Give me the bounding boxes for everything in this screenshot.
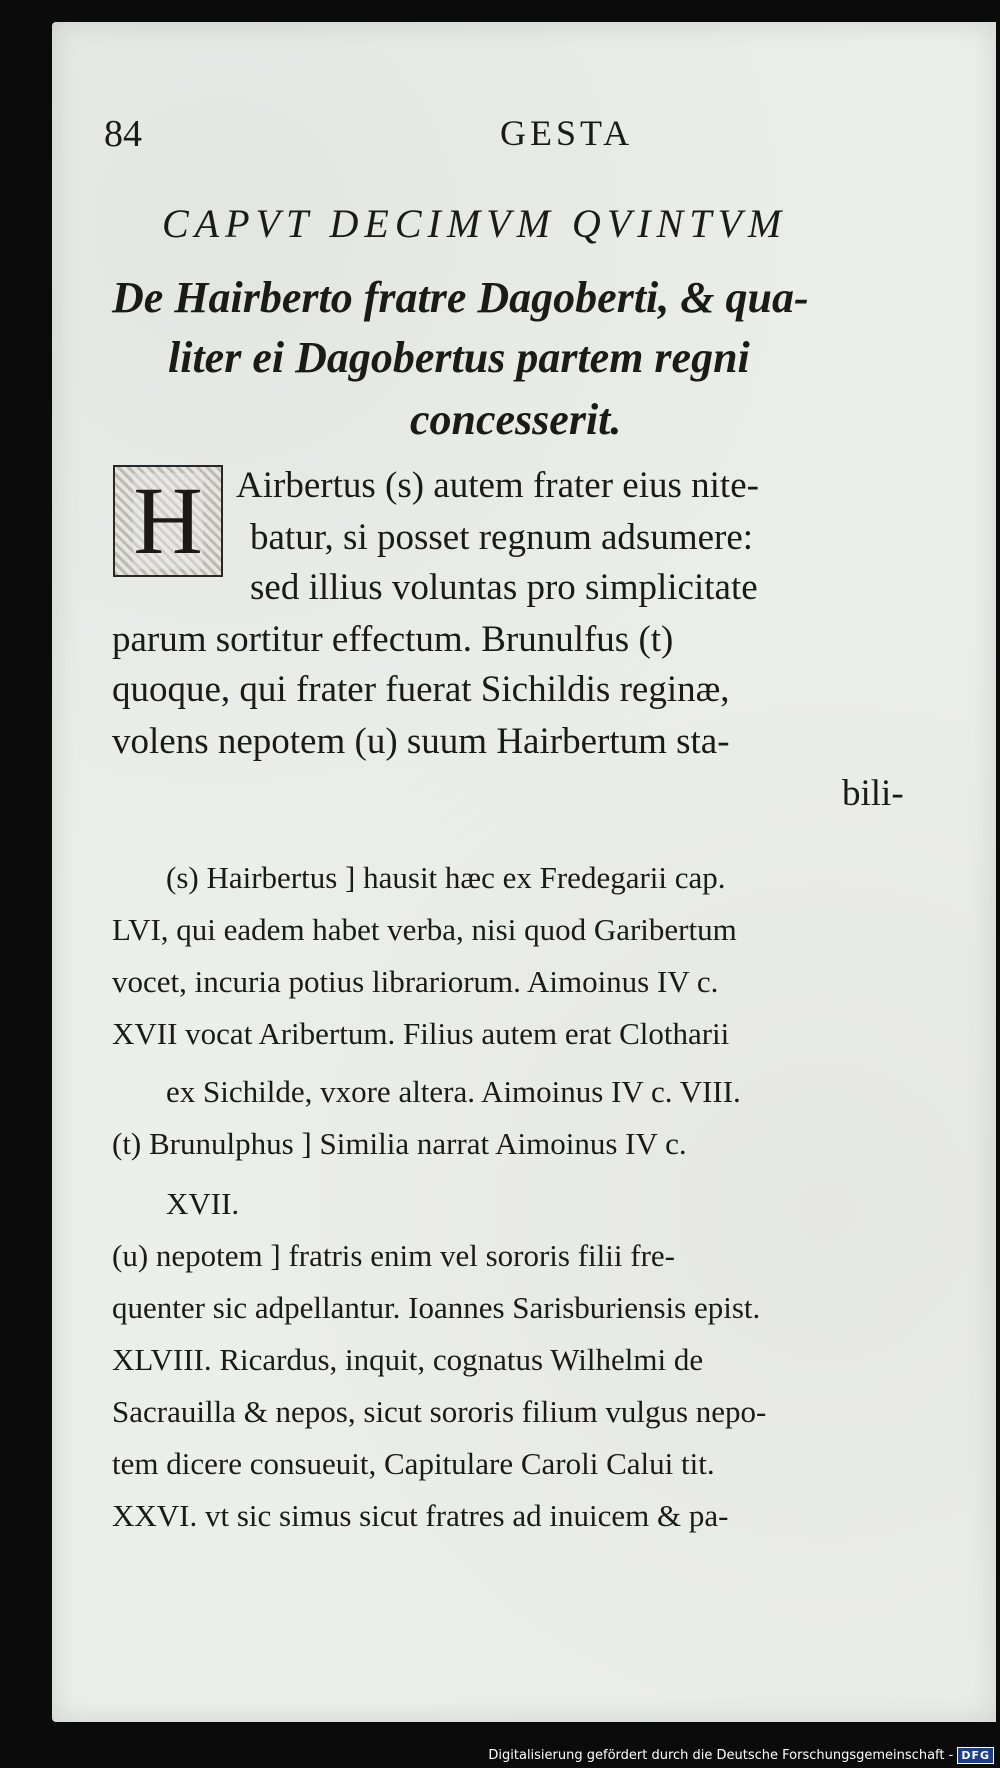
chapter-title: CAPVT DECIMVM QVINTVM — [162, 201, 788, 246]
body-line: batur, si posset regnum adsumere: — [250, 517, 754, 558]
body-line: parum sortitur effectum. Brunulfus (t) — [112, 619, 674, 660]
footnote-line: quenter sic adpellantur. Ioannes Sarisburiensis epist. — [112, 1290, 761, 1325]
footnote-line: (t) Brunulphus ] Similia narrat Aimoinus IV c. — [112, 1126, 687, 1161]
running-head: GESTA — [500, 113, 634, 153]
footnote-line: LVI, qui eadem habet verba, nisi quod Garibertum — [112, 912, 737, 947]
drop-cap-letter: H — [133, 467, 203, 574]
footnote-line: XVII vocat Aribertum. Filius autem erat Clotharii — [112, 1016, 730, 1051]
footnote-line: XLVIII. Ricardus, inquit, cognatus Wilhelmi de — [112, 1342, 704, 1377]
footnote-line: Sacrauilla & nepos, sicut sororis filium vulgus nepo- — [112, 1394, 767, 1429]
body-line: Airbertus (s) autem frater eius nite- — [236, 465, 759, 506]
footnote-line: (s) Hairbertus ] hausit hæc ex Fredegarii cap. — [166, 860, 726, 895]
footnote-line: vocet, incuria potius librariorum. Aimoinus IV c. — [112, 964, 719, 999]
footnote-line: ex Sichilde, vxore altera. Aimoinus IV c. VIII. — [166, 1074, 741, 1109]
footer-text: Digitalisierung gefördert durch die Deutsche Forschungsgemeinschaft - — [488, 1748, 954, 1763]
drop-cap-initial — [113, 465, 223, 577]
dfg-logo: DFG — [957, 1747, 994, 1764]
footnote-line: XVII. — [166, 1186, 240, 1221]
footnote-line: XXVI. vt sic simus sicut fratres ad inuicem & pa- — [112, 1498, 729, 1533]
catchword: bili- — [842, 773, 904, 814]
body-line: quoque, qui frater fuerat Sichildis reginæ, — [112, 669, 730, 710]
body-line: sed illius voluntas pro simplicitate — [250, 567, 758, 608]
footnote-line: (u) nepotem ] fratris enim vel sororis filii fre- — [112, 1238, 675, 1273]
page-number: 84 — [104, 113, 142, 155]
heading-line: concesserit. — [410, 395, 622, 444]
heading-line: De Hairberto fratre Dagoberti, & qua- — [112, 273, 809, 322]
digitization-footer — [488, 1747, 994, 1764]
footnote-line: tem dicere consueuit, Capitulare Caroli Calui tit. — [112, 1446, 715, 1481]
heading-line: liter ei Dagobertus partem regni — [168, 333, 750, 382]
body-line: volens nepotem (u) suum Hairbertum sta- — [112, 721, 730, 762]
